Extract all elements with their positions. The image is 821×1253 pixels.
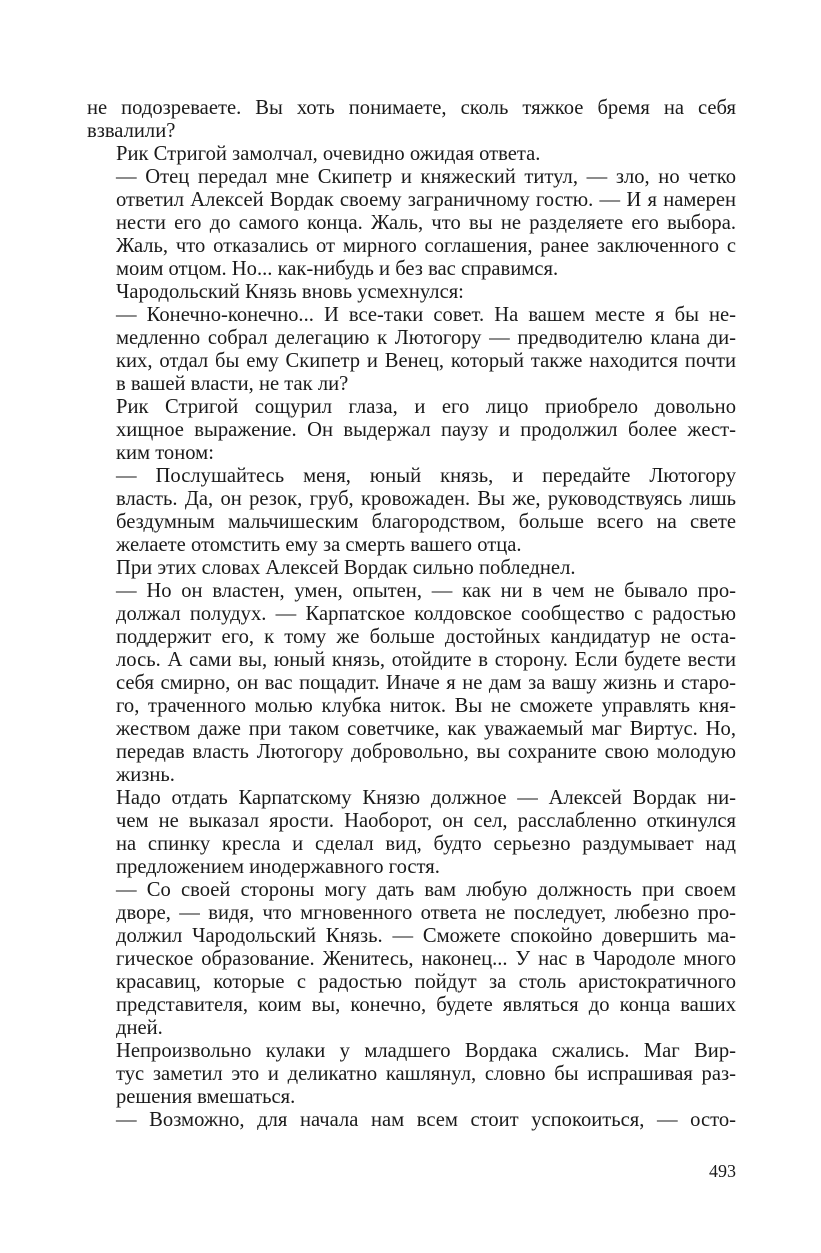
paragraph [87, 465, 736, 557]
text-line: ким тоном: [116, 442, 214, 464]
paragraph [87, 166, 736, 281]
text-line: на спинку кресла и сделал вид, будто серьезно раздумывает над [116, 833, 736, 855]
text-line: должал полудух. — Карпатское колдовское сообщество с радостью [116, 603, 736, 625]
paragraph [87, 879, 736, 1040]
text-line: моим отцом. Но... как-нибудь и без вас справимся. [116, 258, 559, 280]
text-line: лось. А сами вы, юный князь, отойдите в сторону. Если будете вести [116, 649, 736, 671]
text-line: Рик Стригой замолчал, очевидно ожидая ответа. [116, 143, 541, 165]
text-line: желаете отомстить ему за смерть вашего отца. [116, 534, 522, 556]
text-line: — Но он властен, умен, опытен, — как ни в чем не бывало про- [116, 580, 736, 602]
paragraph [87, 143, 736, 166]
page-number: 493 [709, 1161, 736, 1181]
text-line: бездумным мальчишеским благородством, больше всего на свете [116, 511, 736, 533]
text-line: тус заметил это и деликатно кашлянул, словно бы испрашивая раз- [116, 1063, 736, 1085]
text-line: — Послушайтесь меня, юный князь, и передайте Лютогору [116, 465, 736, 487]
text-line: медленно собрал делегацию к Лютогору — предводителю клана ди- [116, 327, 736, 349]
text-line: — Со своей стороны могу дать вам любую должность при своем [116, 879, 736, 901]
text-line: нести его до самого конца. Жаль, что вы не разделяете его выбора. [116, 212, 736, 234]
text-line: Надо отдать Карпатскому Князю должное — Алексей Вордак ни- [116, 787, 736, 809]
text-line: в вашей власти, не так ли? [116, 373, 349, 395]
text-line: передав власть Лютогору добровольно, вы сохраните свою молодую [116, 741, 736, 763]
text-line: жизнь. [116, 764, 175, 786]
text-line: го, траченного молью клубка ниток. Вы не сможете управлять кня- [116, 695, 736, 717]
text-line: Непроизвольно кулаки у младшего Вордака сжались. Маг Вир- [116, 1040, 736, 1062]
text-line: поддержит его, к тому же больше достойных кандидатур не оста- [116, 626, 736, 648]
text-line: ких, отдал бы ему Скипетр и Венец, который также находится почти [116, 350, 736, 372]
text-line: не подозреваете. Вы хоть понимаете, сколь тяжкое бремя на себя [87, 97, 736, 119]
text-line: При этих словах Алексей Вордак сильно побледнел. [116, 557, 576, 579]
text-line: должил Чародольский Князь. — Сможете спокойно довершить ма- [116, 925, 736, 947]
paragraph [87, 396, 736, 465]
paragraph [87, 787, 736, 879]
text-line: чем не выказал ярости. Наоборот, он сел, расслабленно откинулся [116, 810, 736, 832]
text-line: представителя, коим вы, конечно, будете являться до конца ваших [116, 994, 736, 1016]
paragraph [87, 281, 736, 304]
text-line: — Возможно, для начала нам всем стоит успокоиться, — осто- [116, 1109, 736, 1131]
page-body [87, 97, 736, 1132]
text-line: власть. Да, он резок, груб, кровожаден. Вы же, руководствуясь лишь [116, 488, 736, 510]
text-line: Чародольский Князь вновь усмехнулся: [116, 281, 464, 303]
text-line: — Конечно-конечно... И все-таки совет. На вашем месте я бы не- [116, 304, 736, 326]
text-line: хищное выражение. Он выдержал паузу и продолжил более жест- [116, 419, 736, 441]
paragraph [87, 1109, 736, 1132]
text-line: Жаль, что отказались от мирного соглашения, ранее заключенного с [116, 235, 736, 257]
paragraph [87, 580, 736, 787]
paragraph [87, 97, 736, 143]
text-line: — Отец передал мне Скипетр и княжеский титул, — зло, но четко [116, 166, 736, 188]
text-line: Рик Стригой сощурил глаза, и его лицо приобрело довольно [116, 396, 736, 418]
paragraph [87, 304, 736, 396]
text-line: предложением инодержавного гостя. [116, 856, 440, 878]
text-line: ответил Алексей Вордак своему заграничному гостю. — И я намерен [116, 189, 736, 211]
text-line: себя смирно, он вас пощадит. Иначе я не дам за вашу жизнь и старо- [116, 672, 736, 694]
text-line: жеством даже при таком советчике, как уважаемый маг Виртус. Но, [116, 718, 736, 740]
text-line: гическое образование. Женитесь, наконец... У нас в Чародоле много [116, 948, 736, 970]
paragraph [87, 557, 736, 580]
text-line: взвалили? [87, 120, 176, 142]
paragraph [87, 1040, 736, 1109]
text-line: красавиц, которые с радостью пойдут за столь аристократичного [116, 971, 736, 993]
text-line: дней. [116, 1017, 163, 1039]
text-line: решения вмешаться. [116, 1086, 296, 1108]
text-line: дворе, — видя, что мгновенного ответа не последует, любезно про- [116, 902, 736, 924]
